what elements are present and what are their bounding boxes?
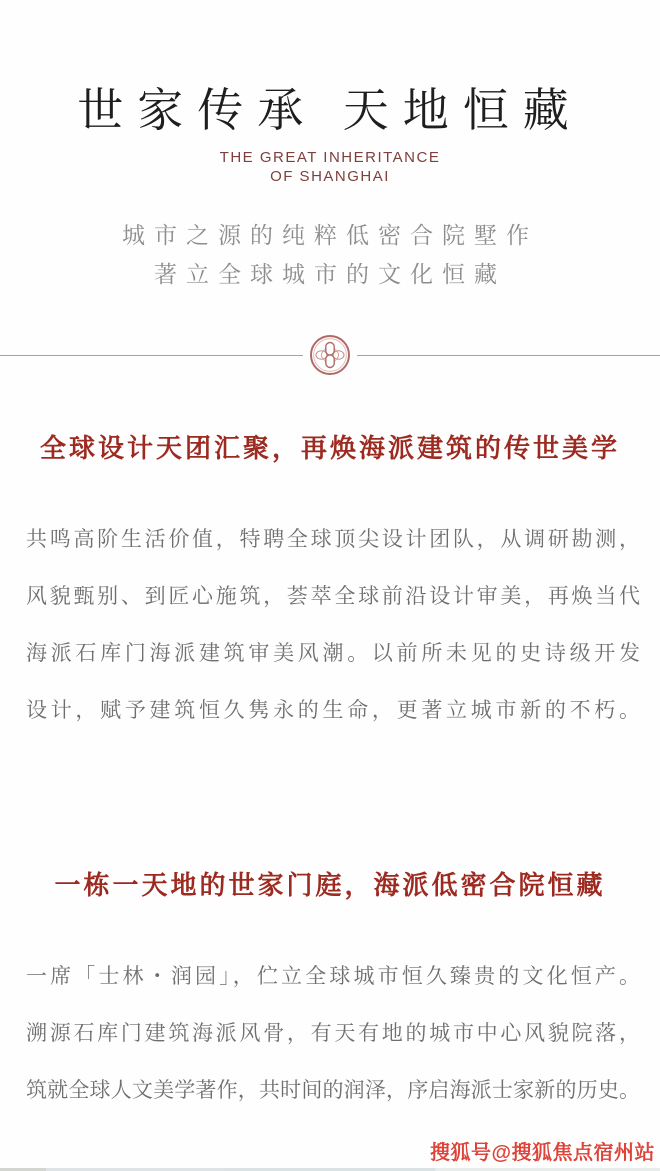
english-subtitle <box>0 148 660 186</box>
text-line: OF SHANGHAI <box>270 168 390 185</box>
chinese-knot-medallion-icon <box>308 333 352 377</box>
text-line: 共鸣高阶生活价值，特聘全球顶尖设计团队，从调研勘测， <box>26 528 640 551</box>
section-body-courtyard <box>26 948 640 1119</box>
text-line: 海派石库门海派建筑审美风潮。以前所未见的史诗级开发 <box>26 642 640 665</box>
text-line: 溯源石库门建筑海派风骨，有天有地的城市中心风貌院落， <box>26 1022 640 1045</box>
text-line: 风貌甄别、到匠心施筑，荟萃全球前沿设计审美，再焕当代 <box>26 585 640 608</box>
section-heading-design: 全球设计天团汇聚，再焕海派建筑的传世美学 <box>39 433 620 463</box>
ornamental-divider <box>0 332 660 378</box>
text-line: 著立全球城市的文化恒藏 <box>154 261 506 287</box>
divider-line-right <box>357 355 660 356</box>
intro-tagline <box>0 216 660 294</box>
text-line: 筑就全球人文美学著作，共时间的润泽，序启海派士家新的历史。 <box>26 1079 640 1102</box>
section-heading-courtyard: 一栋一天地的世家门庭，海派低密合院恒藏 <box>54 870 606 900</box>
text-line: 设计，赋予建筑恒久隽永的生命，更著立城市新的不朽。 <box>26 699 640 722</box>
section-body-design <box>26 511 640 739</box>
page-title: 世家传承 天地恒藏 <box>77 85 583 136</box>
text-line: THE GREAT INHERITANCE <box>219 149 441 166</box>
page-header <box>0 0 660 186</box>
sohu-watermark: 搜狐号@搜狐焦点宿州站 <box>429 1142 655 1164</box>
divider-line-left <box>0 355 303 356</box>
text-line: 一席「士林・润园」，伫立全球城市恒久臻贵的文化恒产。 <box>26 965 640 988</box>
text-line: 城市之源的纯粹低密合院墅作 <box>122 222 538 248</box>
